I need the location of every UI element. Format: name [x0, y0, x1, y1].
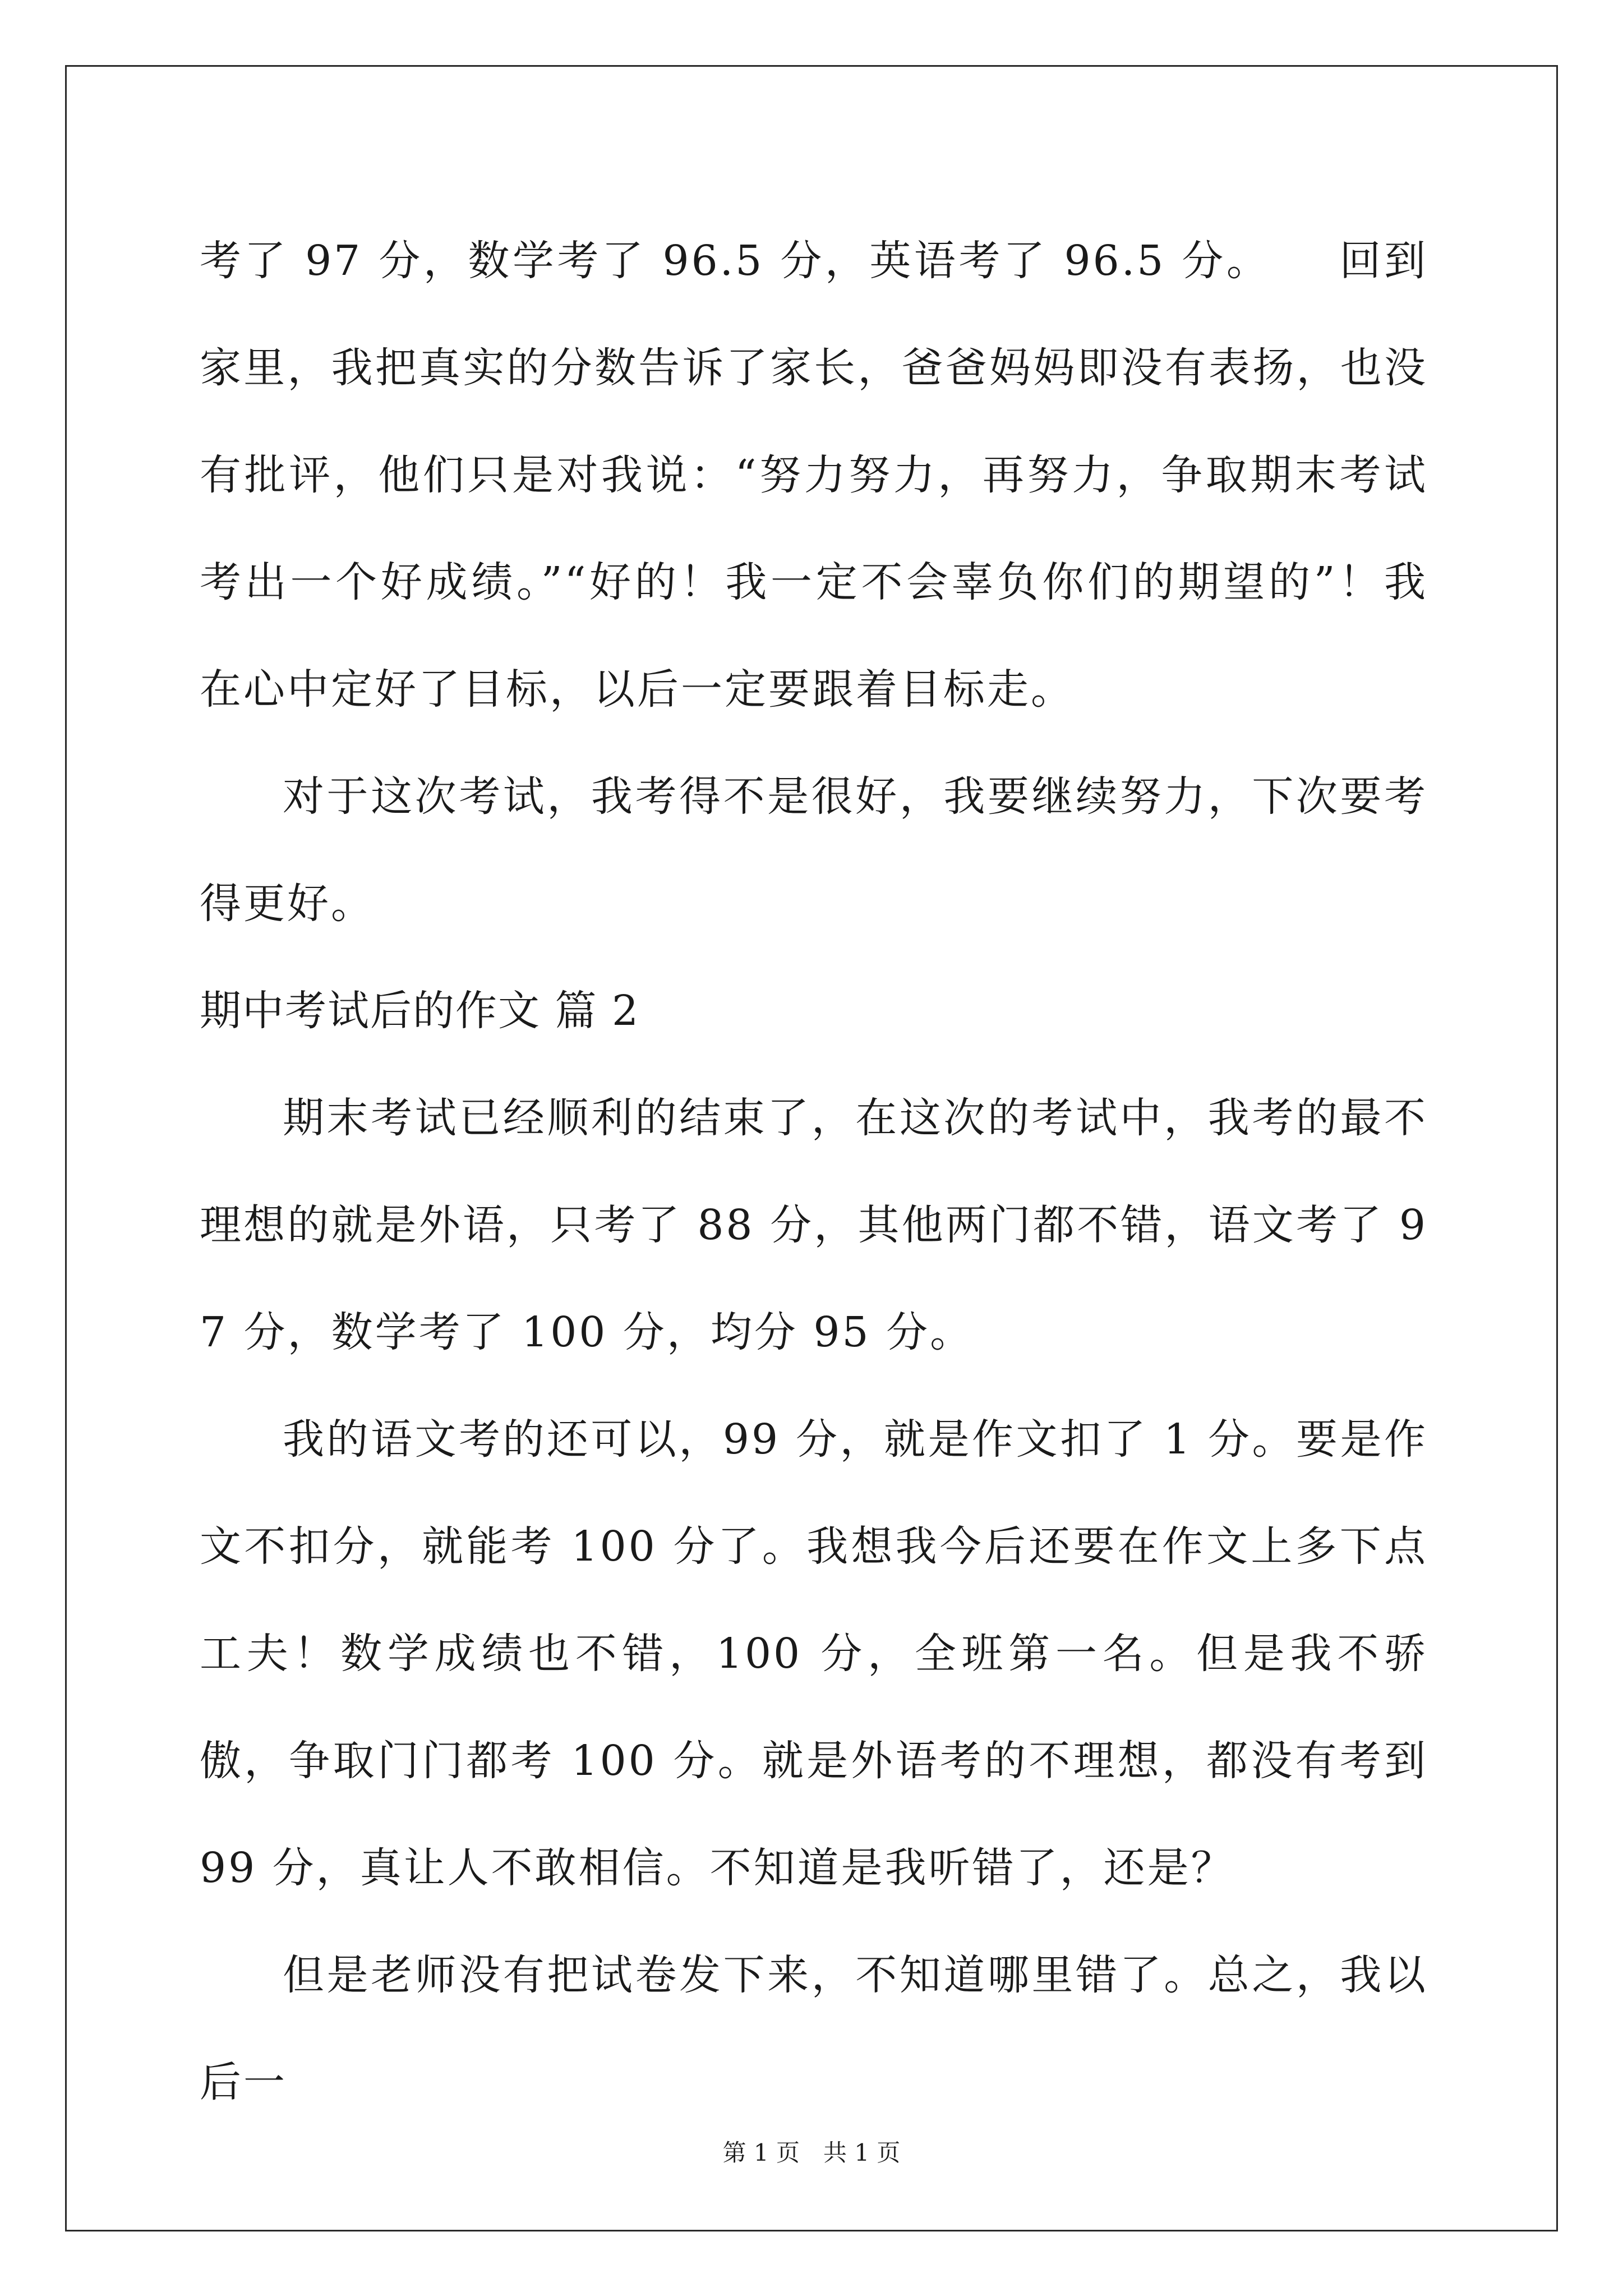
section-heading: 期中考试后的作文 篇 2 — [200, 987, 640, 1035]
page-footer: 第 1 页 共 1 页 — [722, 2139, 901, 2166]
document-body — [200, 208, 1428, 2136]
paragraph-2: 对于这次考试，我考得不是很好，我要继续努力，下次要考得更好。 — [200, 772, 1428, 928]
paragraph-5: 但是老师没有把试卷发下来，不知道哪里错了。总之，我以后一 — [200, 1951, 1428, 2106]
paragraph-4: 我的语文考的还可以，99 分，就是作文扣了 1 分。要是作文不扣分，就能考 100 分了。我想我今后还要在作文上多下点工夫！数学成绩也不错，100 分，全班第一名。但是我不骄傲，争取门门都考 100 分。就是外语考的不理想，都没有考到 99 分，真让人不敢相信。不知道是我听错了，还是？ — [200, 1415, 1428, 1892]
paragraph-3: 期末考试已经顺利的结束了，在这次的考试中，我考的最不理想的就是外语，只考了 88 分，其他两门都不错，语文考了 97 分，数学考了 100 分，均分 95 分。 — [200, 1094, 1428, 1356]
paragraph-1: 考了 97 分，数学考了 96.5 分，英语考了 96.5 分。 回到家里，我把真实的分数告诉了家长，爸爸妈妈即没有表扬，也没有批评，他们只是对我说：“努力努力，再努力，争取期末考试考出一个好成绩。”“好的！我一定不会辜负你们的期望的”！我在心中定好了目标，以后一定要跟着目标走。 — [200, 237, 1428, 714]
